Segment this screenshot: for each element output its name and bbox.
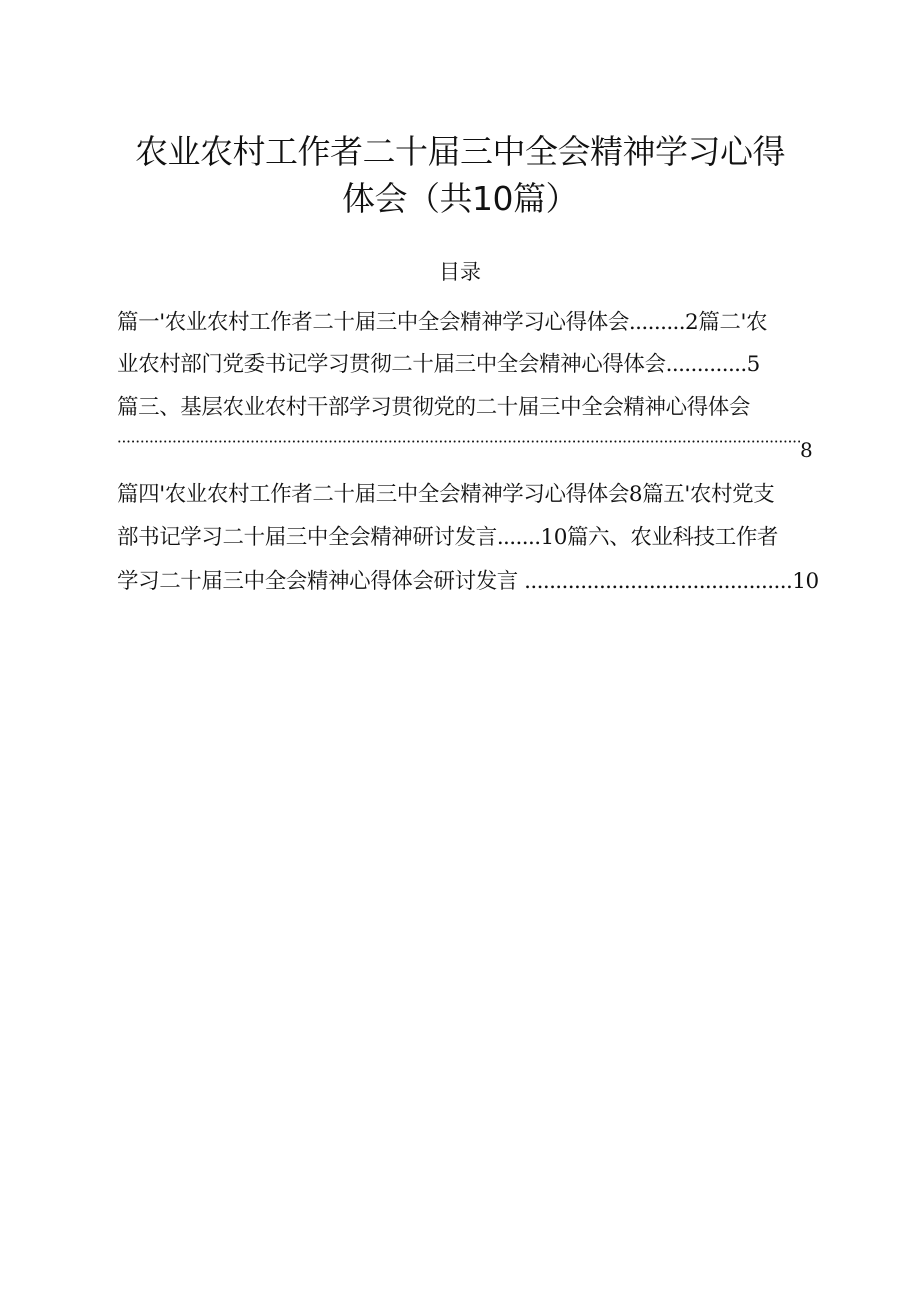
- toc-leader-dots: .............: [665, 352, 747, 377]
- toc-page-number: 8: [628, 482, 643, 507]
- document-title-line-1: 农业农村工作者二十届三中全会精神学习心得: [135, 132, 785, 171]
- toc-page-number: 10: [792, 569, 819, 594]
- toc-leader-dots: .........: [628, 310, 686, 335]
- toc-page-number: 2: [685, 310, 699, 335]
- toc-entry-text: 部书记学习二十届三中全会精神研讨发言: [117, 525, 497, 550]
- toc-entry-text: 篇五'农村党支: [642, 482, 775, 507]
- toc-line: [117, 484, 774, 506]
- toc-entry-text: 篇六、农业科技工作者: [567, 525, 779, 550]
- toc-page-number: 5: [746, 352, 760, 377]
- toc-line: [117, 354, 760, 376]
- toc-heading: 目录: [439, 260, 481, 284]
- document-title-line-2: 体会（共10篇）: [342, 179, 578, 218]
- toc-line: [117, 312, 767, 334]
- toc-entry-text: 学习二十届三中全会精神心得体会研讨发言: [117, 569, 518, 594]
- toc-page-number: 8: [800, 438, 813, 462]
- toc-leader-dots: ...........................................: [517, 569, 793, 594]
- toc-entry-text: 业农村部门党委书记学习贯彻二十届三中全会精神心得体会: [117, 352, 666, 377]
- toc-line: [117, 397, 750, 419]
- toc-leader-dots: .......: [496, 525, 541, 550]
- toc-entry-text: 篇三、基层农业农村干部学习贯彻党的二十届三中全会精神心得体会: [117, 395, 751, 420]
- toc-entry-text: 篇一'农业农村工作者二十届三中全会精神学习心得体会: [117, 310, 629, 335]
- toc-entry-text: 篇四'农业农村工作者二十届三中全会精神学习心得体会: [117, 482, 629, 507]
- toc-line: [117, 527, 778, 549]
- toc-page-number: 10: [540, 525, 568, 550]
- toc-line: [117, 571, 819, 593]
- toc-leader-dots: [117, 440, 800, 443]
- toc-entry-text: 篇二'农: [698, 310, 768, 335]
